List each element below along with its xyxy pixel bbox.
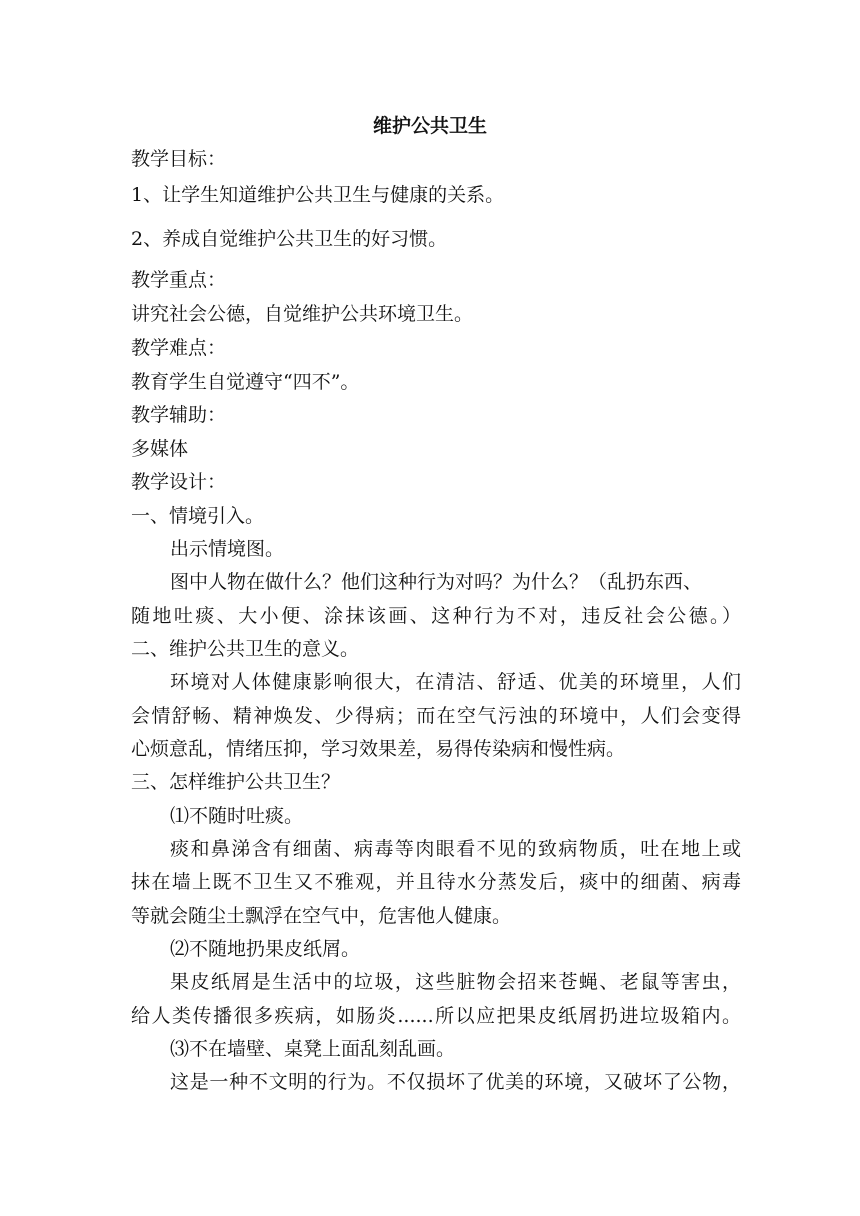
paragraph-line: 抹在墙上既不卫生又不雅观，并且待水分蒸发后，痰中的细菌、病毒 xyxy=(131,871,741,893)
teaching-aids-text: 多媒体 xyxy=(131,438,189,460)
paragraph-line: 出示情境图。 xyxy=(170,538,285,560)
objective-item-2: 2、养成自觉维护公共卫生的好习惯。 xyxy=(131,228,448,250)
heading-teaching-aids: 教学辅助： xyxy=(131,404,227,426)
paragraph-line: 图中人物在做什么？他们这种行为对吗？为什么？（乱扔东西、 xyxy=(170,571,703,593)
document-title: 维护公共卫生 xyxy=(372,115,487,137)
subheading-item-3: ⑶不在墙壁、桌凳上面乱刻乱画。 xyxy=(170,1038,456,1060)
heading-teaching-design: 教学设计： xyxy=(131,471,227,493)
paragraph-line: 环境对人体健康影响很大，在清洁、舒适、优美的环境里，人们 xyxy=(170,671,741,693)
paragraph-line: 随地吐痰、大小便、涂抹该画、这种行为不对，违反社会公德。） xyxy=(131,605,741,627)
section-heading-1: 一、情境引入。 xyxy=(131,505,265,527)
paragraph-line: 果皮纸屑是生活中的垃圾，这些脏物会招来苍蝇、老鼠等害虫， xyxy=(170,971,741,993)
paragraph-line: 痰和鼻涕含有细菌、病毒等肉眼看不见的致病物质，吐在地上或 xyxy=(170,838,741,860)
paragraph-line: 给人类传播很多疾病，如肠炎......所以应把果皮纸屑扔进垃圾箱内。 xyxy=(131,1005,741,1027)
teaching-difficulty-text: 教育学生自觉遵守“四不”。 xyxy=(131,371,360,393)
paragraph-line: 会情舒畅、精神焕发、少得病；而在空气污浊的环境中，人们会变得 xyxy=(131,705,741,727)
teaching-focus-text: 讲究社会公德，自觉维护公共环境卫生。 xyxy=(131,303,474,325)
section-heading-3: 三、怎样维护公共卫生？ xyxy=(131,771,341,793)
objective-item-1: 1、让学生知道维护公共卫生与健康的关系。 xyxy=(131,184,505,206)
heading-teaching-difficulty: 教学难点： xyxy=(131,337,227,359)
paragraph-line: 心烦意乱，情绪压抑，学习效果差，易得传染病和慢性病。 xyxy=(131,738,626,760)
heading-teaching-focus: 教学重点： xyxy=(131,269,227,291)
paragraph-line: 这是一种不文明的行为。不仅损坏了优美的环境，又破坏了公物， xyxy=(170,1071,741,1093)
subheading-item-1: ⑴不随时吐痰。 xyxy=(170,805,304,827)
subheading-item-2: ⑵不随地扔果皮纸屑。 xyxy=(170,938,361,960)
paragraph-line: 等就会随尘土飘浮在空气中，危害他人健康。 xyxy=(131,905,512,927)
heading-teaching-objectives: 教学目标： xyxy=(131,148,227,170)
section-heading-2: 二、维护公共卫生的意义。 xyxy=(131,638,360,660)
